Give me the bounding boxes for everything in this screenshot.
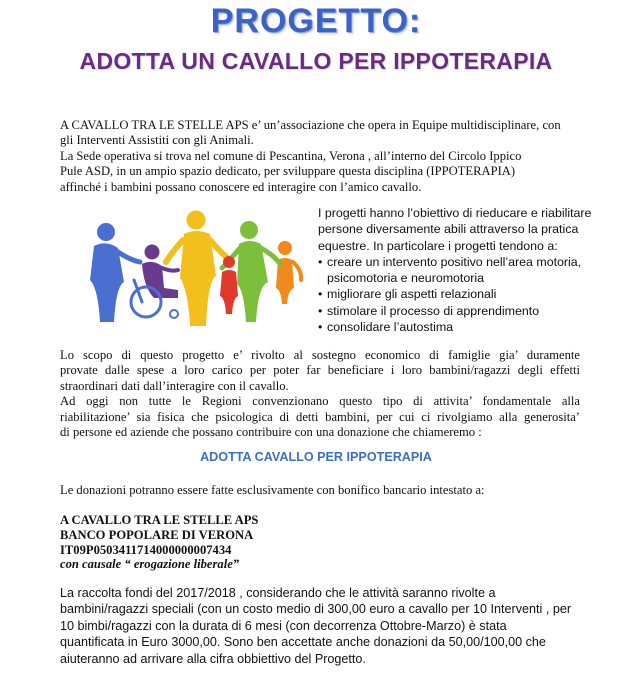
goals-intro-line: I progetti hanno l’obiettivo di rieducare e riabilitare	[318, 206, 592, 220]
bank-name: BANCO POPOLARE DI VERONA	[60, 527, 254, 542]
intro-line: affinché i bambini possano conoscere ed interagire con l’amico cavallo.	[60, 179, 422, 194]
intro-line: Pule ASD, in un ampio spazio dedicato, per sviluppare questa disciplina (IPPOTERAPIA)	[60, 164, 516, 179]
scope-line: Ad oggi non tutte le Regioni convenzionano questo tipo di attivita’ fondamentale alla	[60, 394, 580, 409]
intro-line: La Sede operativa si trova nel comune di Pescantina, Verona , all’interno del Circolo Ippico	[60, 148, 522, 163]
bank-details	[60, 513, 258, 572]
goal-item: • migliorare gli aspetti relazionali	[318, 287, 497, 302]
donation-note: Le donazioni potranno essere fatte esclusivamente con bonifico bancario intestato a:	[60, 483, 485, 497]
intro-line: gli Interventi Assistiti con gli Animali.	[60, 133, 254, 148]
bullet-icon: •	[318, 287, 323, 302]
fundraising-paragraph	[60, 585, 580, 667]
goal-item: • stimolare il processo di apprendimento	[318, 303, 540, 318]
bullet-icon: •	[318, 254, 323, 269]
raccolta-line: 10 bimbi/ragazzi con la durata di 6 mesi (con decorrenza Ottobre-Marzo) è stata	[60, 618, 507, 633]
page-title: PROGETTO:	[210, 2, 422, 40]
raccolta-line: aiuteranno ad arrivare alla cifra obbiettivo del Progetto.	[60, 651, 366, 666]
orange-figure	[276, 241, 301, 304]
raccolta-line: bambini/ragazzi speciali (con un costo medio di 300,00 euro a cavallo per 10 Interventi , per	[60, 602, 572, 617]
page-subtitle: ADOTTA UN CAVALLO PER IPPOTERAPIA	[79, 48, 553, 74]
scope-line: riabilitazione’ sia fisica che psicologica di detti bambini, per cui ci rivolgiamo alla generosita’	[60, 409, 580, 424]
scope-paragraph	[60, 348, 580, 440]
goals-intro-line: equestre. In particolare i progetti tendono a:	[318, 238, 558, 253]
goal-item-continuation: psicomotoria e neuromotoria	[327, 271, 485, 286]
intro-paragraph	[60, 118, 580, 195]
goal-item: • consolidare l’autostima	[318, 320, 454, 335]
donation-heading: ADOTTA CAVALLO PER IPPOTERAPIA	[200, 450, 432, 464]
raccolta-line: quantificata in Euro 3000,00. Sono ben accettate anche donazioni da 50,00/100,00 che	[60, 635, 546, 650]
bullet-icon: •	[318, 320, 323, 335]
causale: con causale “ erogazione liberale”	[60, 557, 240, 572]
iban: IT09P0503411714000000007434	[60, 542, 232, 557]
bullet-icon: •	[318, 303, 323, 318]
intro-line: A CAVALLO TRA LE STELLE APS e’ un’associazione che opera in Equipe multidisciplinare, con	[60, 118, 561, 132]
goals-intro-line: persone diversamente abili attraverso la pratica	[318, 222, 579, 237]
goal-item: • creare un intervento positivo nell’area motoria,	[318, 254, 582, 269]
scope-line: provate dalle spese a loro carico per poter far beneficiare i loro bambini/ragazzi degli effetti	[60, 363, 580, 378]
scope-line: di persone ed aziende che possano contribuire con una donazione che chiameremo :	[60, 425, 482, 440]
account-holder: A CAVALLO TRA LE STELLE APS	[60, 513, 259, 527]
project-goals	[318, 205, 608, 335]
scope-line: straordinari dati dall’interagire con il cavallo.	[60, 378, 289, 393]
scope-line: Lo scopo di questo progetto e’ rivolto al sostegno economico di famiglie gia’ duramente	[60, 348, 580, 362]
family-illustration	[82, 210, 310, 328]
raccolta-line: La raccolta fondi del 2017/2018 , considerando che le attività saranno rivolte a	[60, 586, 496, 600]
